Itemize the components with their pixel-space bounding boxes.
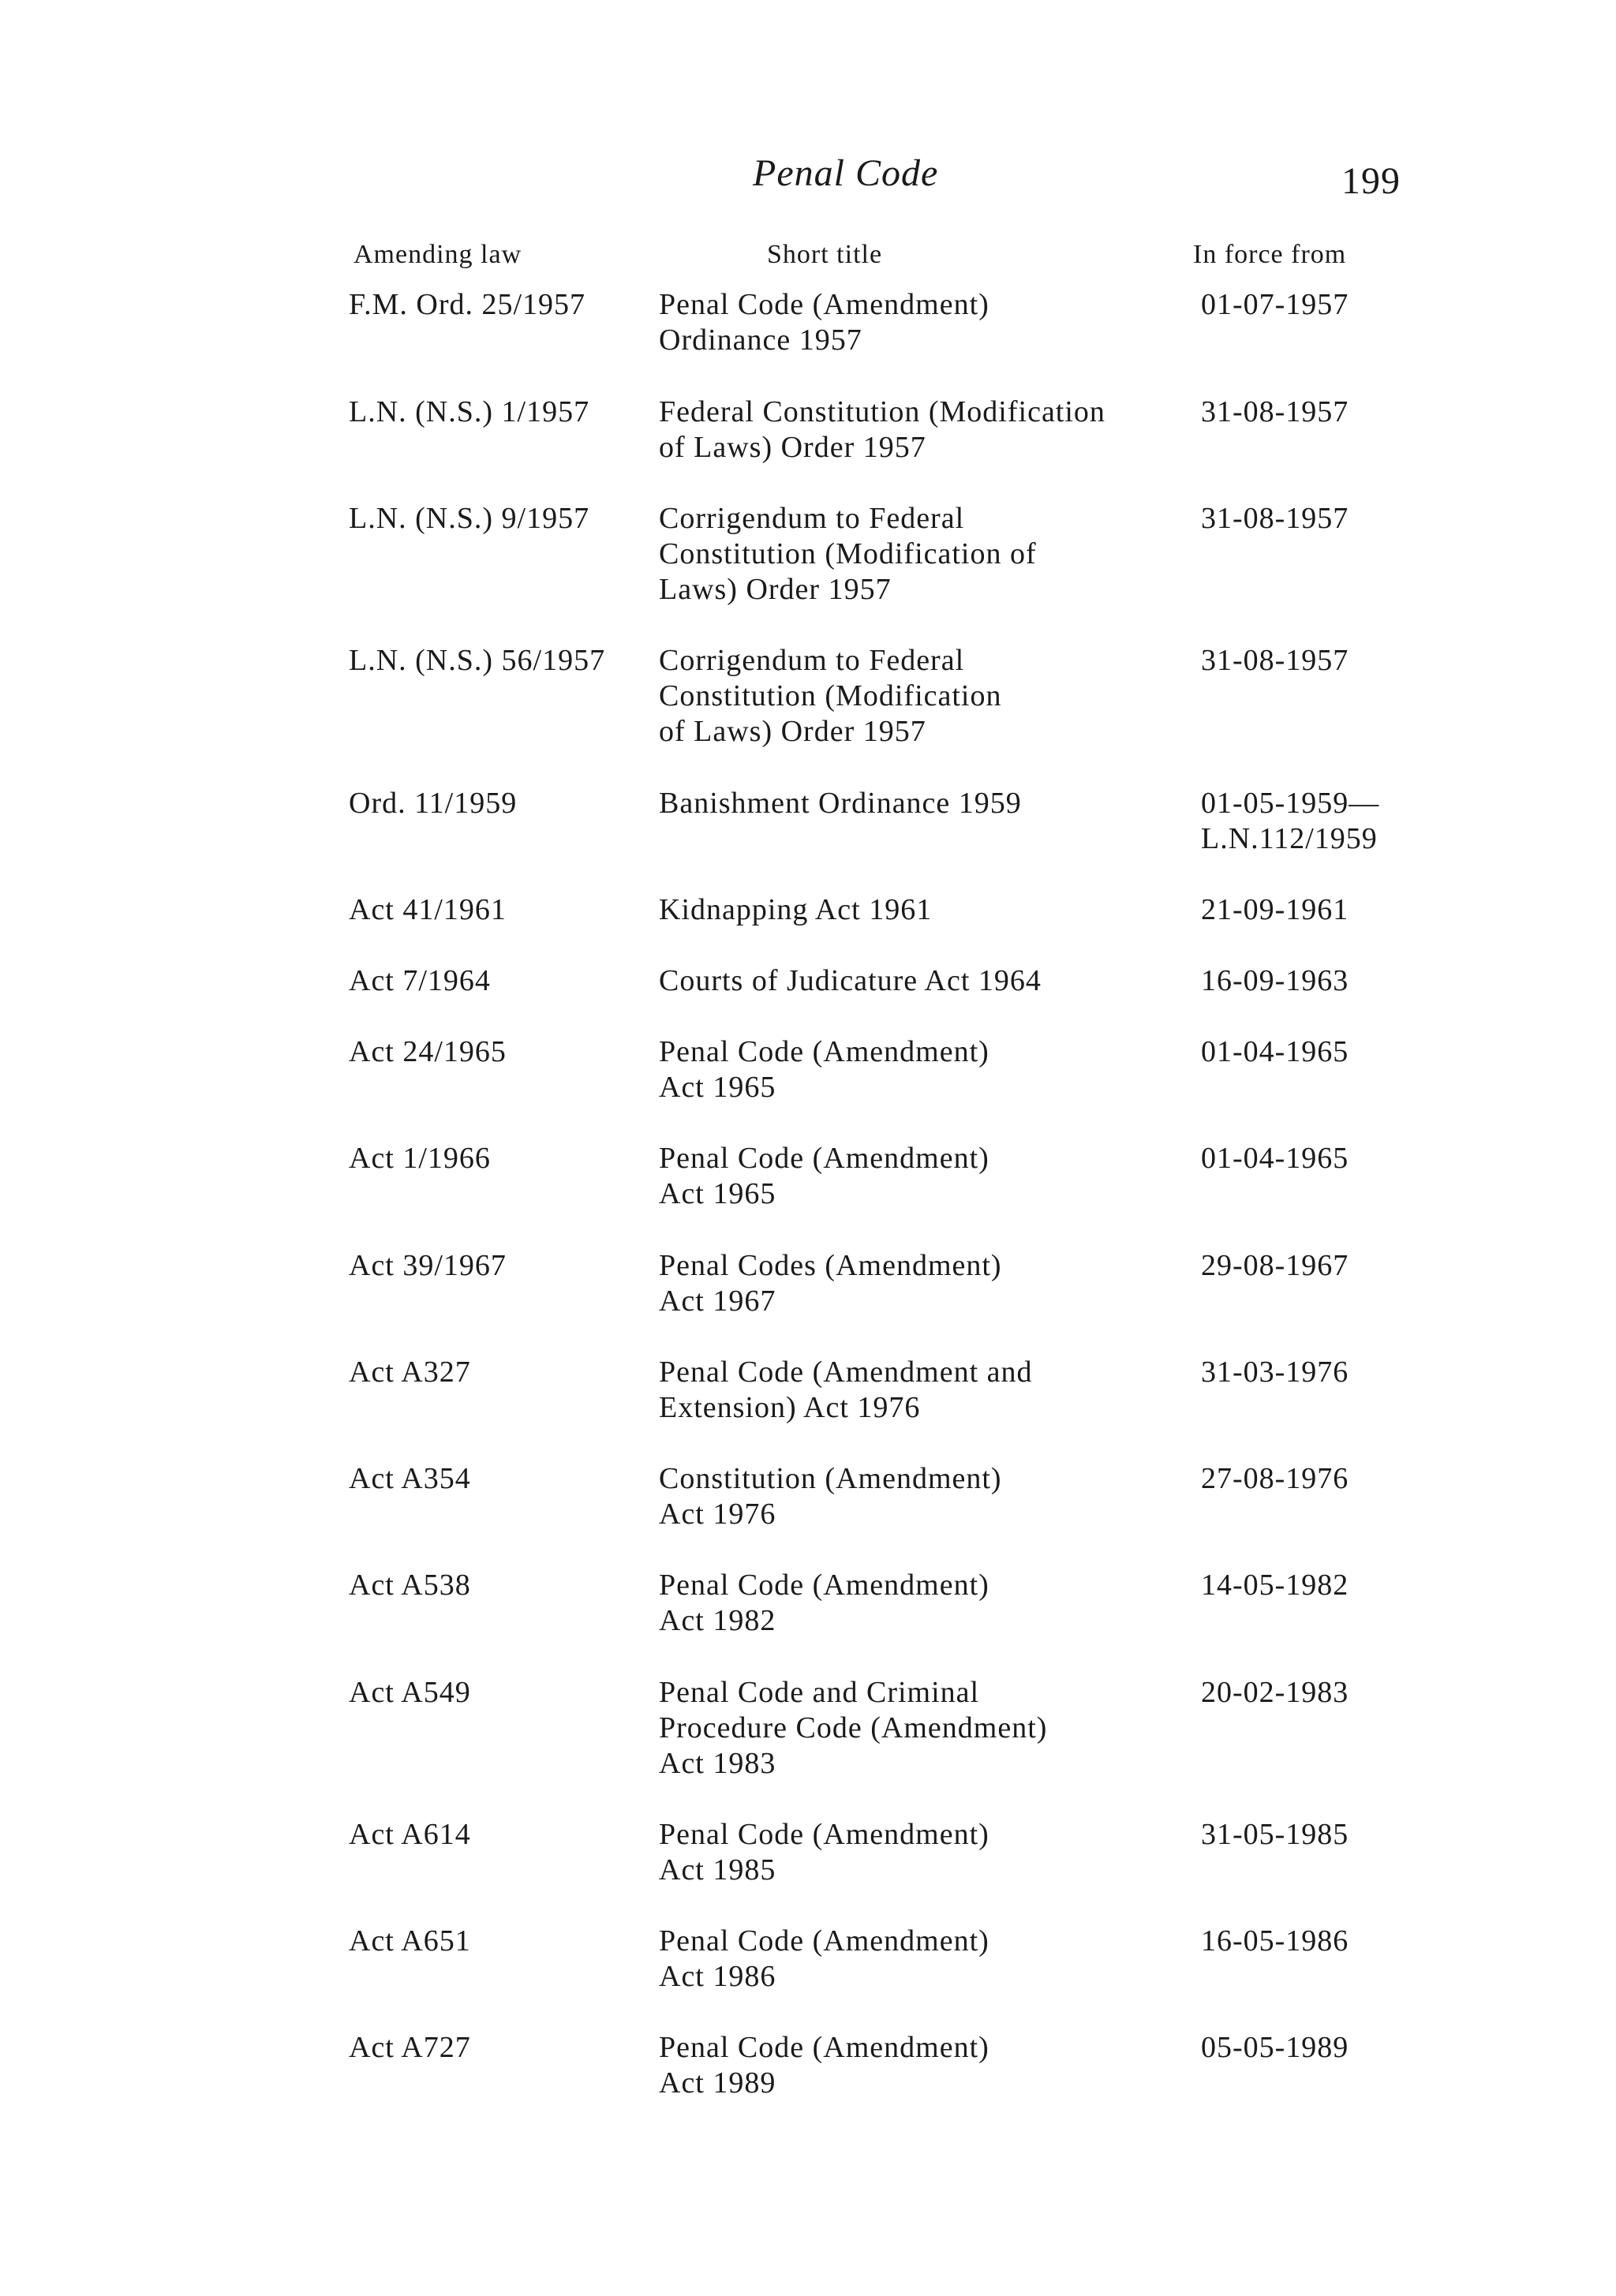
page-number: 199	[1341, 160, 1401, 202]
amending-law-cell: L.N. (N.S.) 1/1957	[349, 395, 590, 428]
amending-law-cell: Act A651	[349, 1924, 471, 1958]
short-title-cell: Kidnapping Act 1961	[659, 893, 933, 926]
amending-law-cell: Act A538	[349, 1569, 471, 1602]
amending-law-cell: Act A354	[349, 1462, 471, 1495]
short-title-cell: Penal Codes (Amendment) Act 1967	[659, 1249, 1002, 1318]
amending-law-cell: Act 1/1966	[349, 1142, 491, 1175]
amending-law-cell: Act 39/1967	[349, 1249, 507, 1282]
short-title-cell: Constitution (Amendment) Act 1976	[659, 1462, 1002, 1531]
in-force-from-cell: 05-05-1989	[1201, 2031, 1349, 2064]
in-force-from-cell: 16-05-1986	[1201, 1924, 1349, 1958]
in-force-from-cell: 20-02-1983	[1201, 1676, 1349, 1709]
short-title-cell: Penal Code (Amendment) Act 1986	[659, 1924, 989, 1993]
in-force-from-cell: 31-08-1957	[1201, 395, 1349, 428]
short-title-cell: Federal Constitution (Modification of Laws) Order 1957	[659, 395, 1105, 464]
in-force-from-cell: 31-05-1985	[1201, 1818, 1349, 1851]
in-force-from-cell: 01-04-1965	[1201, 1035, 1349, 1068]
running-header-title: Penal Code	[753, 152, 939, 194]
short-title-cell: Penal Code and Criminal Procedure Code (Amendment) Act 1983	[659, 1676, 1048, 1780]
in-force-from-cell: 01-04-1965	[1201, 1142, 1349, 1175]
short-title-cell: Penal Code (Amendment and Extension) Act 1976	[659, 1356, 1033, 1424]
in-force-from-cell: 01-07-1957	[1201, 288, 1349, 321]
amending-law-cell: Act 24/1965	[349, 1035, 507, 1068]
short-title-cell: Penal Code (Amendment) Act 1965	[659, 1142, 989, 1210]
short-title-cell: Penal Code (Amendment) Act 1985	[659, 1818, 989, 1887]
short-title-cell: Penal Code (Amendment) Act 1965	[659, 1035, 989, 1104]
in-force-from-cell: 29-08-1967	[1201, 1249, 1349, 1282]
amending-law-cell: Act A549	[349, 1676, 471, 1709]
in-force-from-cell: 31-03-1976	[1201, 1356, 1349, 1389]
in-force-from-cell: 16-09-1963	[1201, 964, 1349, 997]
in-force-from-cell: 31-08-1957	[1201, 502, 1349, 535]
short-title-cell: Corrigendum to Federal Constitution (Modification of Laws) Order 1957	[659, 502, 1037, 606]
short-title-cell: Penal Code (Amendment) Act 1989	[659, 2031, 989, 2100]
column-header-short-title: Short title	[767, 240, 883, 269]
amending-law-cell: L.N. (N.S.) 56/1957	[349, 644, 606, 677]
amending-law-cell: L.N. (N.S.) 9/1957	[349, 502, 590, 535]
in-force-from-cell: 21-09-1961	[1201, 893, 1349, 926]
amending-law-cell: Ord. 11/1959	[349, 787, 518, 820]
in-force-from-cell: 31-08-1957	[1201, 644, 1349, 677]
amending-law-cell: Act A727	[349, 2031, 471, 2064]
amending-law-cell: F.M. Ord. 25/1957	[349, 288, 586, 321]
amending-law-cell: Act A327	[349, 1356, 471, 1389]
amending-law-cell: Act 7/1964	[349, 964, 491, 997]
in-force-from-cell: 01-05-1959— L.N.112/1959	[1201, 787, 1380, 855]
short-title-cell: Courts of Judicature Act 1964	[659, 964, 1042, 997]
in-force-from-cell: 27-08-1976	[1201, 1462, 1349, 1495]
short-title-cell: Banishment Ordinance 1959	[659, 787, 1022, 820]
column-header-amending-law: Amending law	[354, 240, 522, 269]
column-header-in-force-from: In force from	[1193, 240, 1347, 269]
short-title-cell: Penal Code (Amendment) Act 1982	[659, 1569, 989, 1637]
column-headers	[0, 241, 1616, 273]
short-title-cell: Penal Code (Amendment) Ordinance 1957	[659, 288, 989, 357]
amending-law-cell: Act A614	[349, 1818, 471, 1851]
short-title-cell: Corrigendum to Federal Constitution (Modification of Laws) Order 1957	[659, 644, 1002, 748]
amending-law-cell: Act 41/1961	[349, 893, 507, 926]
in-force-from-cell: 14-05-1982	[1201, 1569, 1349, 1602]
